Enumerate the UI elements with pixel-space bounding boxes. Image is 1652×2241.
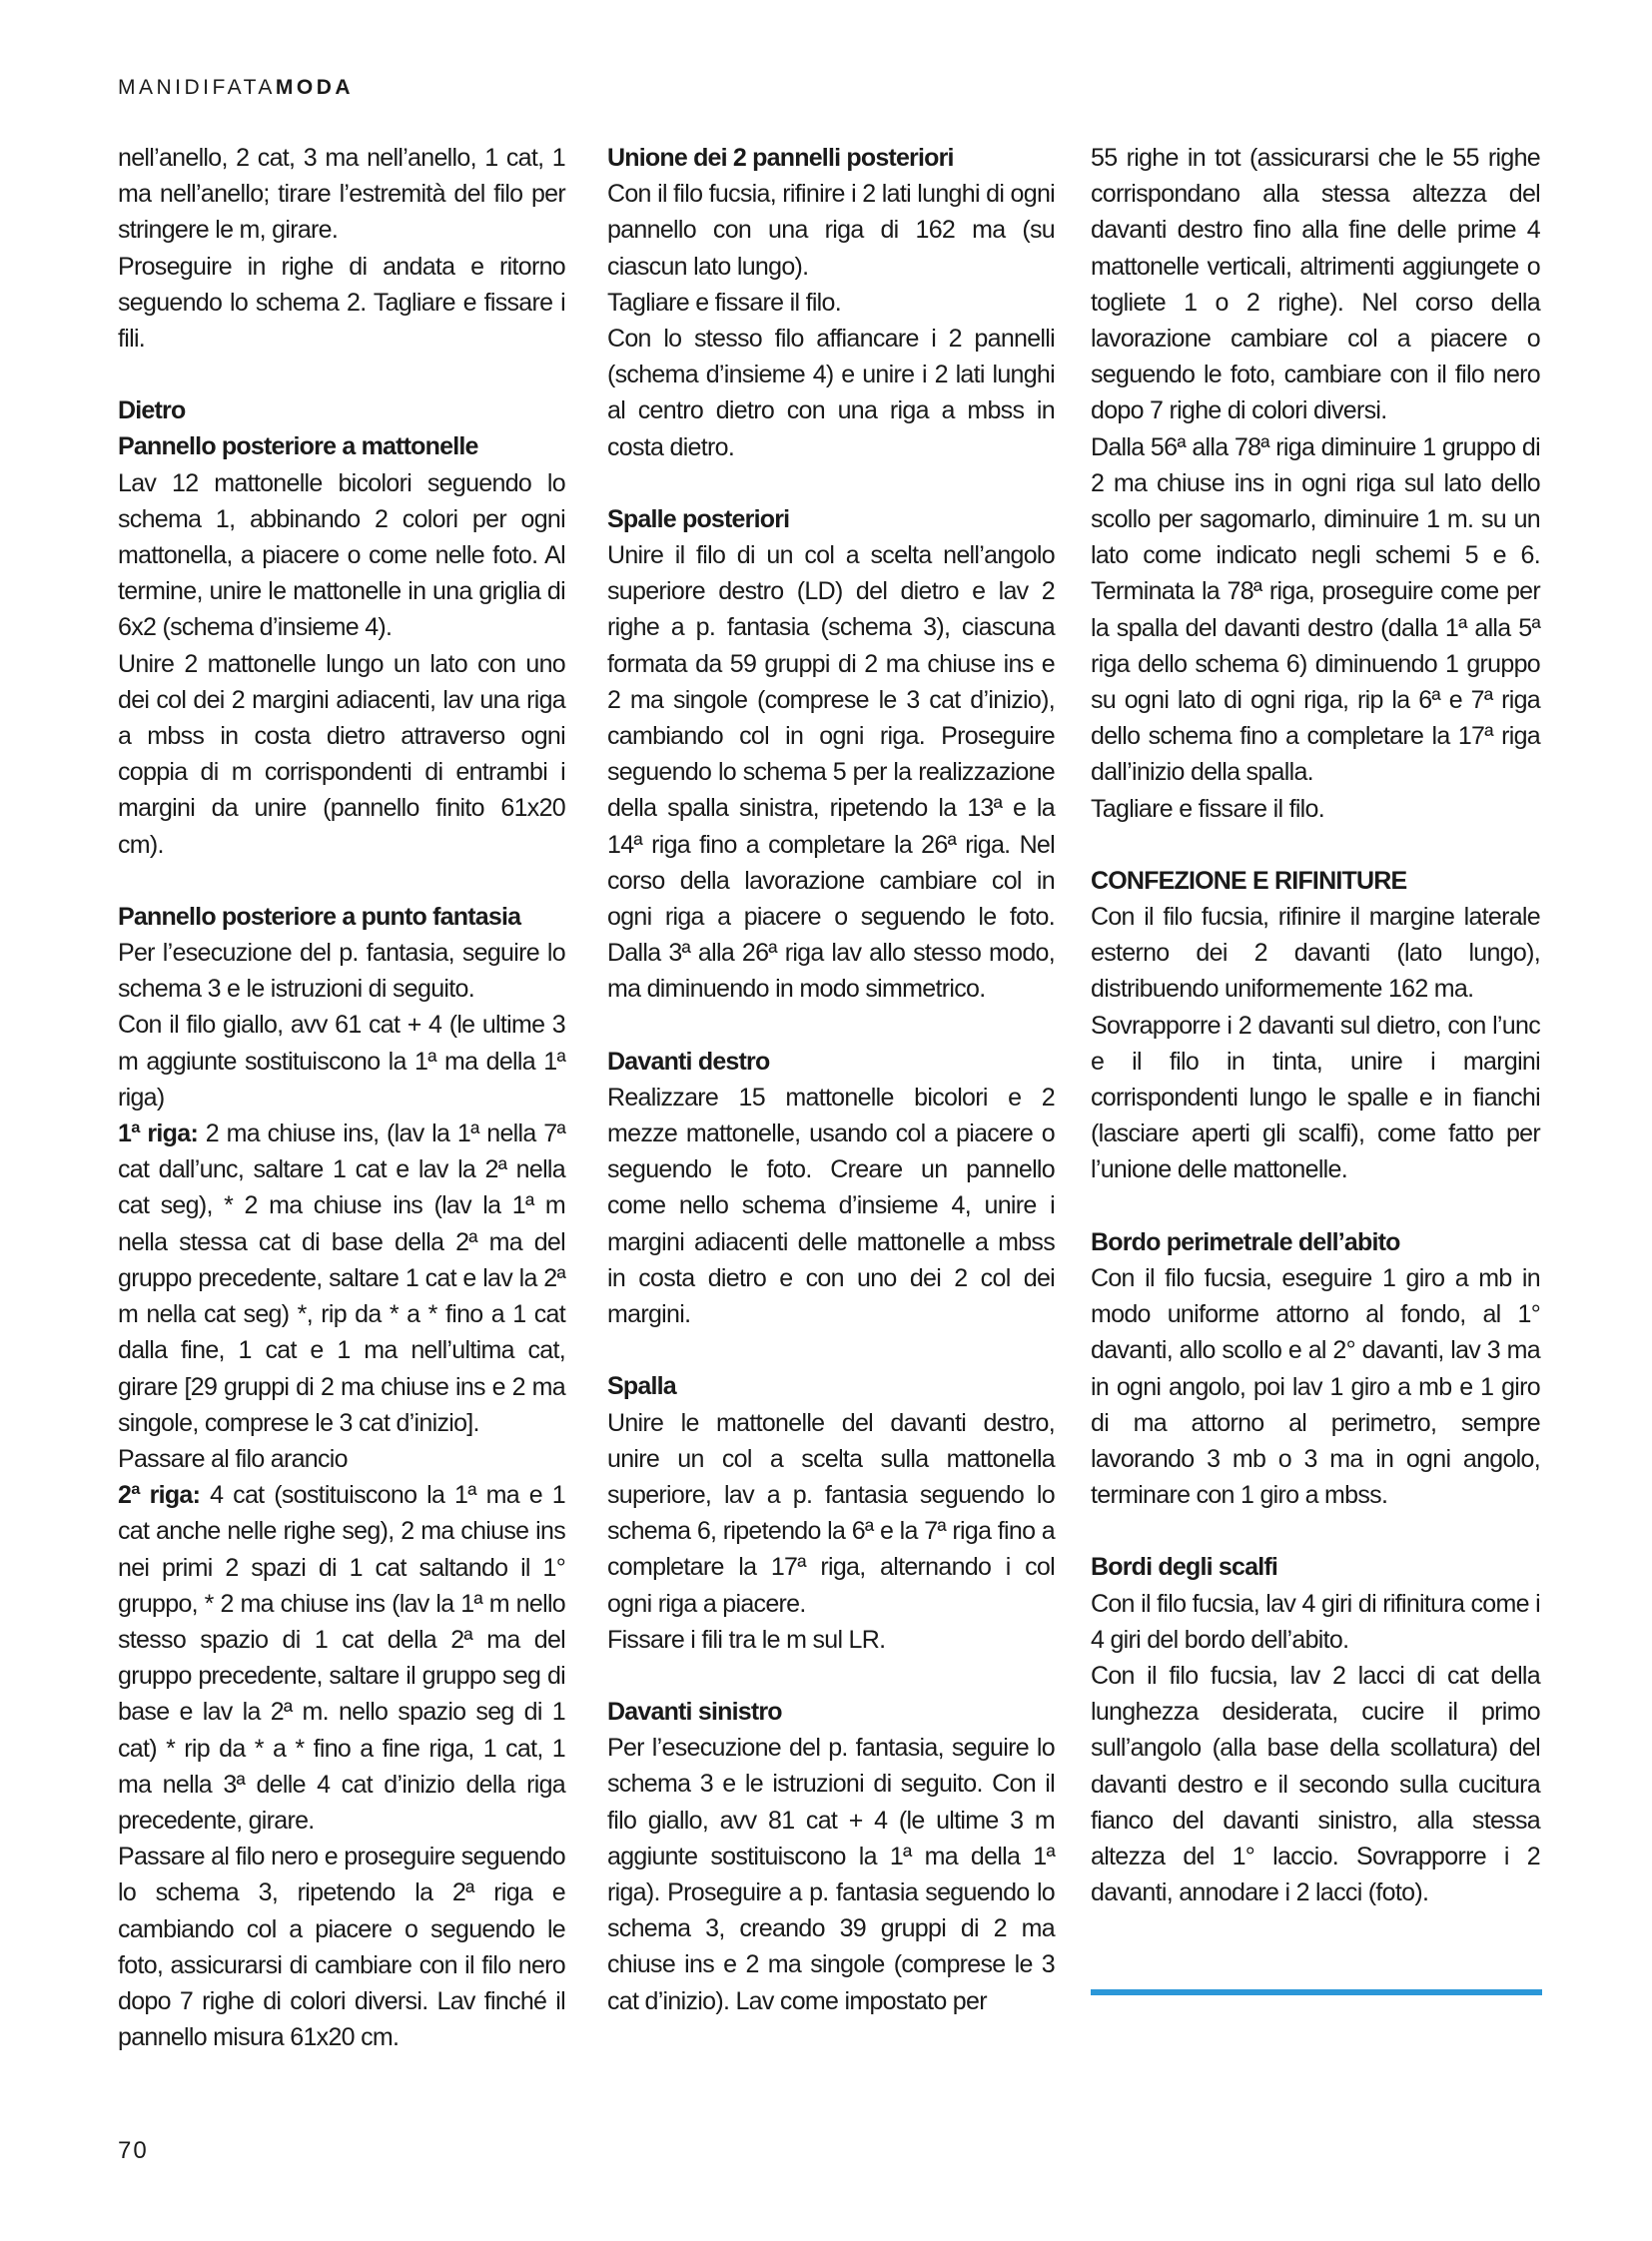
section-title-spalle: Spalle posteriori (607, 504, 790, 533)
paragraph-riga-1 (118, 1116, 565, 1441)
magazine-brand (118, 76, 354, 100)
column-3 (1091, 140, 1540, 1910)
riga-2-label: 2ª riga: (118, 1481, 201, 1510)
paragraph: Con il filo fucsia, eseguire 1 giro a mb in modo uniforme attorno al fondo, al 1° davanti, allo scollo e al 2° davanti, lav 3 ma in ogni angolo, poi lav 1 giro a mb e 1 giro di ma attorno al perimetro, sempre lavorando 3 mb o 3 ma in ogni angolo, terminare con 1 giro a mbss. (1091, 1263, 1540, 1510)
section-title-spalla: Spalla (607, 1372, 676, 1401)
paragraph: nell’anello, 2 cat, 3 ma nell’anello, 1 cat, 1 ma nell’anello; tirare l’estremità del filo per stringere le m, girare. (118, 144, 565, 245)
paragraph: Lav 12 mattonelle bicolori seguendo lo schema 1, abbinando 2 colori per ogni mattonella, a piacere o come nelle foto. Al termine, unire le mattonelle in una griglia di 6x2 (schema d’insieme 4). (118, 468, 565, 642)
column-2 (607, 140, 1055, 2019)
paragraph: Unire le mattonelle del davanti destro, unire un col a scelta sulla mattonella superiore, lav a p. fantasia seguendo lo schema 6, ripetendo la 6ª e la 7ª riga fino a completare la 17ª riga, alternando i col ogni riga a piacere. (607, 1408, 1055, 1618)
paragraph: Unire 2 mattonelle lungo un lato con uno dei col dei 2 margini adiacenti, lav una riga a mbss in costa dietro attraverso ogni coppia di m corrispondenti di entrambi i margini da unire (pannello finito 61x20 cm). (118, 649, 565, 859)
paragraph: Con il filo giallo, avv 61 cat + 4 (le ultime 3 m aggiunte sostituiscono la 1ª ma della 1ª riga) (118, 1011, 565, 1112)
section-title-unione: Unione dei 2 pannelli posteriori (607, 144, 954, 172)
accent-rule (1091, 1989, 1542, 1995)
section-title-davanti-destro: Davanti destro (607, 1047, 770, 1076)
section-title-confezione: CONFEZIONE E RIFINITURE (1091, 866, 1407, 895)
paragraph: Realizzare 15 mattonelle bicolori e 2 mezze mattonelle, usando col a piacere o seguendo le foto. Creare un pannello come nello schema d’insieme 4, unire i margini adiacenti delle mattonelle a mbss in costa dietro e con uno dei 2 col dei margini. (607, 1083, 1055, 1329)
riga-1-text: 2 ma chiuse ins, (lav la 1ª nella 7ª cat dall’unc, saltare 1 cat e lav la 2ª nella cat seg), * 2 ma chiuse ins (lav la 1ª m nella stessa cat di base della 2ª ma del gruppo precedente, saltare 1 cat e lav la 2ª m nella cat seg) *, rip da * a * fino a 1 cat dalla fine, 1 cat e 1 ma nell’ultima cat, girare [29 gruppi di 2 ma chiuse ins e 2 ma singole, comprese le 3 cat d’inizio]. (118, 1120, 565, 1437)
section-title-dietro: Dietro (118, 396, 186, 425)
paragraph: Dalla 56ª alla 78ª riga diminuire 1 gruppo di 2 ma chiuse ins in ogni riga sul lato dello scollo per sagomarlo, diminuire 1 m. su un lato come indicato negli schemi 5 e 6. Terminata la 78ª riga, proseguire come per la spalla del davanti destro (dalla 1ª alla 5ª riga dello schema 6) diminuendo 1 gruppo su ogni lato di ogni riga, rip la 6ª e 7ª riga dello schema fino a completare la 17ª riga dall’inizio della spalla. (1091, 432, 1540, 787)
section-title-pannello-fantasia: Pannello posteriore a punto fantasia (118, 902, 521, 931)
paragraph: Passare al filo arancio (118, 1444, 348, 1473)
paragraph: Con il filo fucsia, rifinire i 2 lati lunghi di ogni pannello con una riga di 162 ma (su ciascun lato lungo). (607, 180, 1055, 281)
paragraph: Tagliare e fissare il filo. (607, 288, 841, 317)
paragraph: Unire il filo di un col a scelta nell’angolo superiore destro (LD) del dietro e lav 2 righe a p. fantasia (schema 3), ciascuna formata da 59 gruppi di 2 ma chiuse ins e 2 ma singole (comprese le 3 cat d’inizio), cambiando col in ogni riga. Proseguire seguendo lo schema 5 per la realizzazione della spalla sinistra, ripetendo la 13ª e la 14ª riga fino a completare la 26ª riga. Nel corso della lavorazione cambiare col in ogni riga a piacere o seguendo le foto. Dalla 3ª alla 26ª riga lav allo stesso modo, ma diminuendo in modo simmetrico. (607, 541, 1055, 1004)
paragraph: 55 righe in tot (assicurarsi che le 55 righe corrispondano alla stessa altezza del davanti destro fino alla fine delle prime 4 mattonelle verticali, altrimenti aggiungete o togliete 1 o 2 righe). Nel corso della lavorazione cambiare col a piacere o seguendo le foto, cambiare con il filo nero dopo 7 righe di colori diversi. (1091, 144, 1540, 425)
paragraph: Passare al filo nero e proseguire seguendo lo schema 3, ripetendo la 2ª riga e cambiando col a piacere o seguendo le foto, assicurarsi di cambiare con il filo nero dopo 7 righe di colori diversi. Lav finché il pannello misura 61x20 cm. (118, 1843, 565, 2052)
riga-1-label: 1ª riga: (118, 1120, 199, 1148)
section-title-bordo: Bordo perimetrale dell’abito (1091, 1227, 1400, 1256)
paragraph: Per l’esecuzione del p. fantasia, seguire lo schema 3 e le istruzioni di seguito. Con il filo giallo, avv 81 cat + 4 (le ultime 3 m aggiunte sostituiscono la 1ª ma della 1ª riga). Proseguire a p. fantasia seguendo lo schema 3, creando 39 gruppi di 2 ma chiuse ins e 2 ma singole (comprese le 3 cat d’inizio). Lav come impostato per (607, 1734, 1055, 2015)
paragraph: Con il filo fucsia, lav 2 lacci di cat della lunghezza desiderata, cucire il primo sull’angolo (alla base della scollatura) del davanti destro e il secondo sulla cucitura fianco del davanti sinistro, alla stessa altezza del 1° laccio. Sovrapporre i 2 davanti, annodare i 2 lacci (foto). (1091, 1661, 1540, 1907)
paragraph: Con il filo fucsia, rifinire il margine laterale esterno dei 2 davanti (lato lungo), distribuendo uniformemente 162 ma. (1091, 903, 1540, 1004)
paragraph: Fissare i fili tra le m sul LR. (607, 1625, 886, 1654)
paragraph: Con il filo fucsia, lav 4 giri di rifinitura come i 4 giri del bordo dell’abito. (1091, 1589, 1540, 1654)
brand-light: MANIDIFATA (118, 76, 276, 99)
page-number: 70 (118, 2137, 149, 2164)
section-title-pannello-mattonelle: Pannello posteriore a mattonelle (118, 432, 478, 461)
section-title-scalfi: Bordi degli scalfi (1091, 1553, 1278, 1582)
brand-bold: MODA (275, 76, 355, 99)
paragraph: Sovrapporre i 2 davanti sul dietro, con l’unc e il filo in tinta, unire i margini corrispondenti lungo le spalle e in fianchi (lasciare aperti gli scalfi), come fatto per l’unione delle mattonelle. (1091, 1011, 1540, 1184)
paragraph: Tagliare e fissare il filo. (1091, 794, 1324, 823)
paragraph-riga-2 (118, 1477, 565, 1839)
riga-2-text: 4 cat (sostituiscono la 1ª ma e 1 cat anche nelle righe seg), 2 ma chiuse ins nei primi 2 spazi di 1 cat saltando il 1° gruppo, * 2 ma chiuse ins (lav la 1ª m nello stesso spazio di 1 cat della 2ª ma del gruppo precedente, saltare il gruppo seg di base e lav la 2ª m. nello spazio seg di 1 cat) * rip da * a * fino a fine riga, 1 cat, 1 ma nella 3ª delle 4 cat d’inizio della riga precedente, girare. (118, 1481, 566, 1835)
column-1 (118, 140, 565, 2055)
section-title-davanti-sinistro: Davanti sinistro (607, 1697, 782, 1726)
paragraph: Proseguire in righe di andata e ritorno seguendo lo schema 2. Tagliare e fissare i fili. (118, 252, 565, 354)
paragraph: Per l’esecuzione del p. fantasia, seguire lo schema 3 e le istruzioni di seguito. (118, 939, 565, 1004)
paragraph: Con lo stesso filo affiancare i 2 pannelli (schema d’insieme 4) e unire i 2 lati lunghi al centro dietro con una riga a mbss in costa dietro. (607, 325, 1055, 461)
